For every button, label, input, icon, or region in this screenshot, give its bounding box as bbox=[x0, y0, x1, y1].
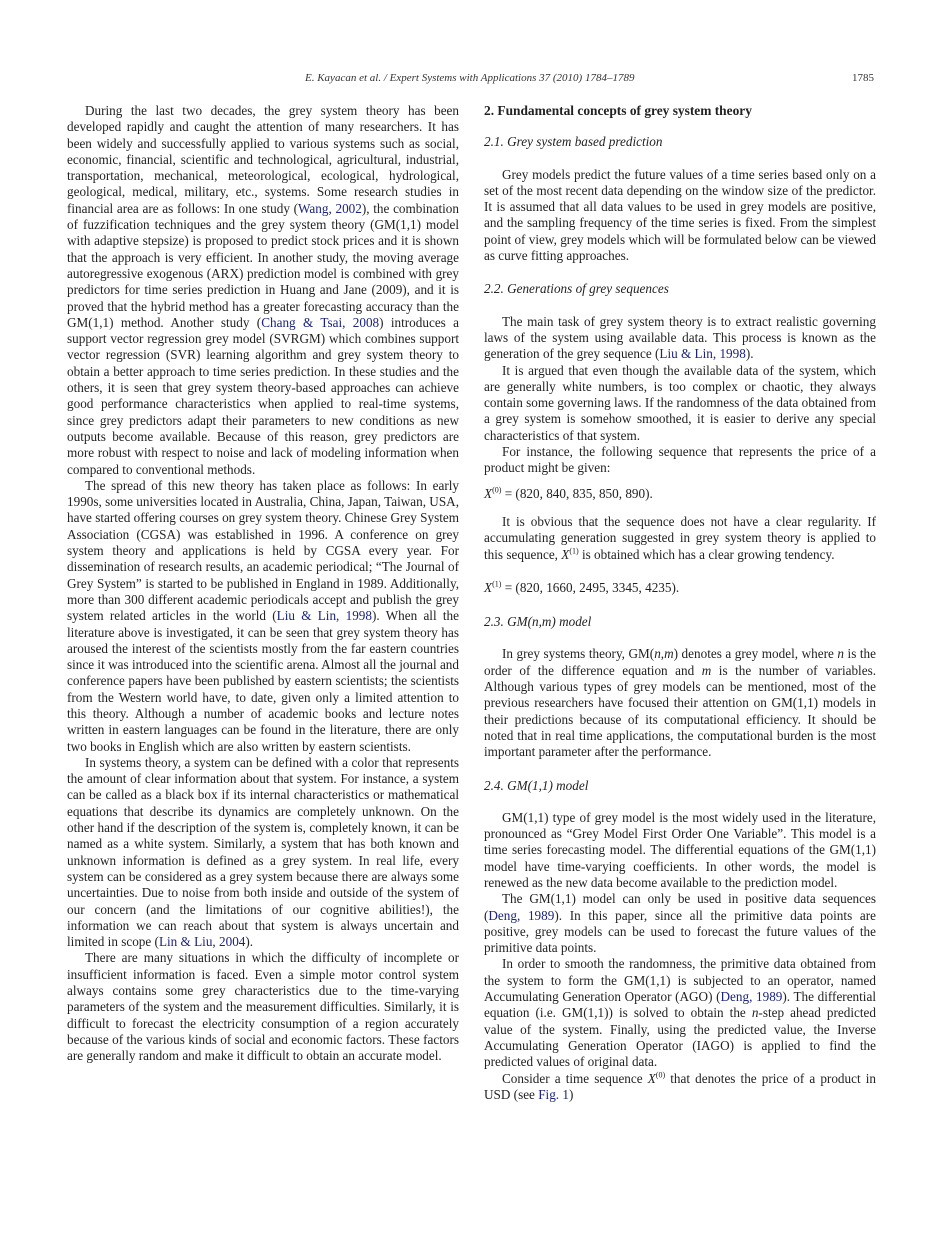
equation-x1: $X^{(1)} = (820$, 1660, 2495, 3345, 4235). bbox=[484, 579, 680, 595]
paragraph-spread: The spread of this new theory has taken place as follows: In early 1990s, some universities located in Australia, China, Japan, Taiwan, USA, have started offering courses on grey system theory. Chinese Grey System Association (CGSA) was established in 1996. A conference on grey system theory and applications is held by CGSA every year. For dissemination of research results, an academic periodical; “The Journal of Grey System” is started to be published in England in 1989. Additionally, more than 300 different academic periodicals accept and publish the grey system related articles in the world (Liu & Lin, 1998). When all the literature above is investigated, it can be seen that grey system theory has aroused the interest of the scientists mostly from the far eastern countries since it was introduced into the scientific arena. Almost all the journal and conference papers have been published by eastern scientists; the scientists from the Western world have, to date, given only a limited attention to this theory. Although a number of academic books and lecture notes written in eastern languages can be found in the literature, there are only two books in English which are also written by eastern scientists. bbox=[67, 477, 460, 754]
subsection-heading-2-4: 2.4. GM(1,1) model bbox=[484, 777, 589, 793]
right-column bbox=[484, 103, 876, 1103]
paragraph-obvious: It is obvious that the sequence does not have a clear regularity. If accumulating generation suggested in grey system theory is applied to this sequence, $X^{(1)}$ is obtained which has a clear growing tendency. bbox=[484, 513, 876, 562]
paragraph-generation: The main task of grey system theory is to extract realistic governing laws of the system using available data. This process is known as the generation of the grey sequence (Liu & Lin, 1998). bbox=[484, 313, 876, 362]
paragraph-gmnm: In grey systems theory, GM(n,m) denotes a grey model, where n is the order of the difference equation and m is the number of variables. Although various types of grey models can be mentioned, most of the previous researchers have focused their attention on GM(1,1) models in their predictions because of its computational efficiency. It should be noted that in real time applications, the computational burden is the most important parameter after the performance. bbox=[484, 646, 877, 760]
paragraph-gm11-positive: The GM(1,1) model can only be used in positive data sequences (Deng, 1989). In this paper, since all the primitive data points are positive, grey models can be used to forecast the future values of the primitive data points. bbox=[484, 891, 876, 956]
citation-link-deng-1989[interactable]: Deng, 1989 bbox=[720, 989, 783, 1005]
citation-link-chang-tsai-2008[interactable]: Chang & Tsai, 2008 bbox=[261, 314, 380, 330]
paragraph-systems-theory: In systems theory, a system can be defined with a color that represents the amount of clear information about that system. For instance, a system can be called as a black box if its internal characteristics or mathematical equations that describe its dynamics are completely unknown. On the other hand if the description of the system is, completely known, it can be named as a white system. Similarly, a system that has both known and unknown information is defined as a grey system. In real life, every system can be considered as a grey system because there are always some uncertainties. Due to noise from both inside and outside of the system of our concern (and the limitations of our cognitive abilities!), the information we can reach about that system is always uncertain and limited in scope (Lin & Liu, 2004). bbox=[67, 754, 459, 950]
subsection-heading-2-3: 2.3. GM(n,m) model bbox=[484, 614, 592, 630]
subsection-heading-2-1: 2.1. Grey system based prediction bbox=[484, 134, 663, 150]
citation-link-liu-lin-1998[interactable]: Liu & Lin, 1998 bbox=[659, 346, 746, 362]
paragraph-grey-prediction: Grey models predict the future values of a time series based only on a set of the most recent data depending on the window size of the predictor. It is assumed that all data values to be used in grey models are positive, and the sampling frequency of the time series is fixed. From the simplest point of view, grey models which will be formulated below can be viewed as curve fitting approaches. bbox=[484, 166, 876, 264]
citation-link-deng-1989[interactable]: Deng, 1989 bbox=[488, 907, 555, 923]
running-header bbox=[0, 72, 925, 88]
left-column bbox=[67, 103, 459, 1065]
paragraph-intro: During the last two decades, the grey system theory has been developed rapidly and caught the attention of many researchers. It has been widely and successfully applied to various systems such as social, economic, financial, scientific and technological, agricultural, industrial, transportation, mechanical, meteorological, ecological, hydrological, geological, medical, military, etc., systems. Some research studies in financial area are as follows: In one study (Wang, 2002), the combination of fuzzification techniques and the grey system theory (GM(1,1) model with adaptive stepsize) is proposed to predict stock prices and it is shown that the approach is very efficient. In another study, the moving average autoregressive exogenous (ARX) prediction model is combined with grey predictors for time series prediction in Huang and Jane (2009), and it is proved that the hybrid method has a greater forecasting accuracy than the GM(1,1) method. Another study (Chang & Tsai, 2008) introduces a support vector regression grey model (SVRGM) which combines support vector regression (SVR) learning algorithm and grey system theory to obtain a better approach to time series prediction. In these studies and the others, it is seen that grey system theory-based approaches can achieve good performance characteristics when applied to real-time systems, since grey predictors adapt their parameters to new conditions as new outputs become available. Because of this reason, grey predictors are more robust with respect to noise and lack of modeling information when compared to conventional methods. bbox=[67, 103, 460, 477]
journal-citation: E. Kayacan et al. / Expert Systems with Applications 37 (2010) 1784–1789 bbox=[305, 72, 635, 84]
citation-link-liu-lin-1998[interactable]: Liu & Lin, 1998 bbox=[276, 608, 372, 624]
paragraph-consider: Consider a time sequence $X^{(0)}$ that denotes the price of a product in USD (see Fig. 1) bbox=[484, 1070, 876, 1102]
page-number: 1785 bbox=[852, 72, 874, 84]
citation-link-lin-liu-2004[interactable]: Lin & Liu, 2004 bbox=[158, 934, 246, 950]
paragraph-argued: It is argued that even though the available data of the system, which are generally white numbers, is too complex or chaotic, they always contain some governing laws. If the randomness of the data obtained from a grey system is somehow smoothed, it is easier to derive any special characteristics of that system. bbox=[484, 362, 876, 443]
citation-link-wang-2002[interactable]: Wang, 2002 bbox=[298, 200, 362, 216]
paragraph-gm11-intro: GM(1,1) type of grey model is the most widely used in the literature, pronounced as “Grey Model First Order One Variable”. This model is a time series forecasting model. The differential equations of the GM(1,1) model have time-varying coefficients. In other words, the model is renewed as the new data become available to the prediction model. bbox=[484, 809, 876, 890]
paragraph-instance: For instance, the following sequence that represents the price of a product might be given: bbox=[484, 444, 876, 476]
paragraph-situations: There are many situations in which the difficulty of incomplete or insufficient information is faced. Even a simple motor control system always contains some grey characteristics due to the time-varying parameters of the system and the measurement difficulties. Similarly, it is difficult to forecast the electricity consumption of a region accurately because of the various kinds of social and economic factors. These factors are generally random and make it difficult to obtain an accurate model. bbox=[67, 950, 459, 1064]
figure-link-fig-1[interactable]: Fig. 1 bbox=[538, 1086, 569, 1102]
equation-x0: $X^{(0)} = (820$, 840, 835, 850, 890). bbox=[484, 485, 653, 501]
subsection-heading-2-2: 2.2. Generations of grey sequences bbox=[484, 281, 669, 297]
paragraph-ago: In order to smooth the randomness, the primitive data obtained from the system to form the GM(1,1) is subjected to an operator, named Accumulating Generation Operator (AGO) (Deng, 1989). The differential equation (i.e. GM(1,1)) is solved to obtain the n-step ahead predicted value of the system. Finally, using the predicted value, the Inverse Accumulating Generation Operator (IAGO) is applied to find the predicted values of original data. bbox=[484, 956, 876, 1070]
section-heading: 2. Fundamental concepts of grey system theory bbox=[484, 103, 752, 118]
